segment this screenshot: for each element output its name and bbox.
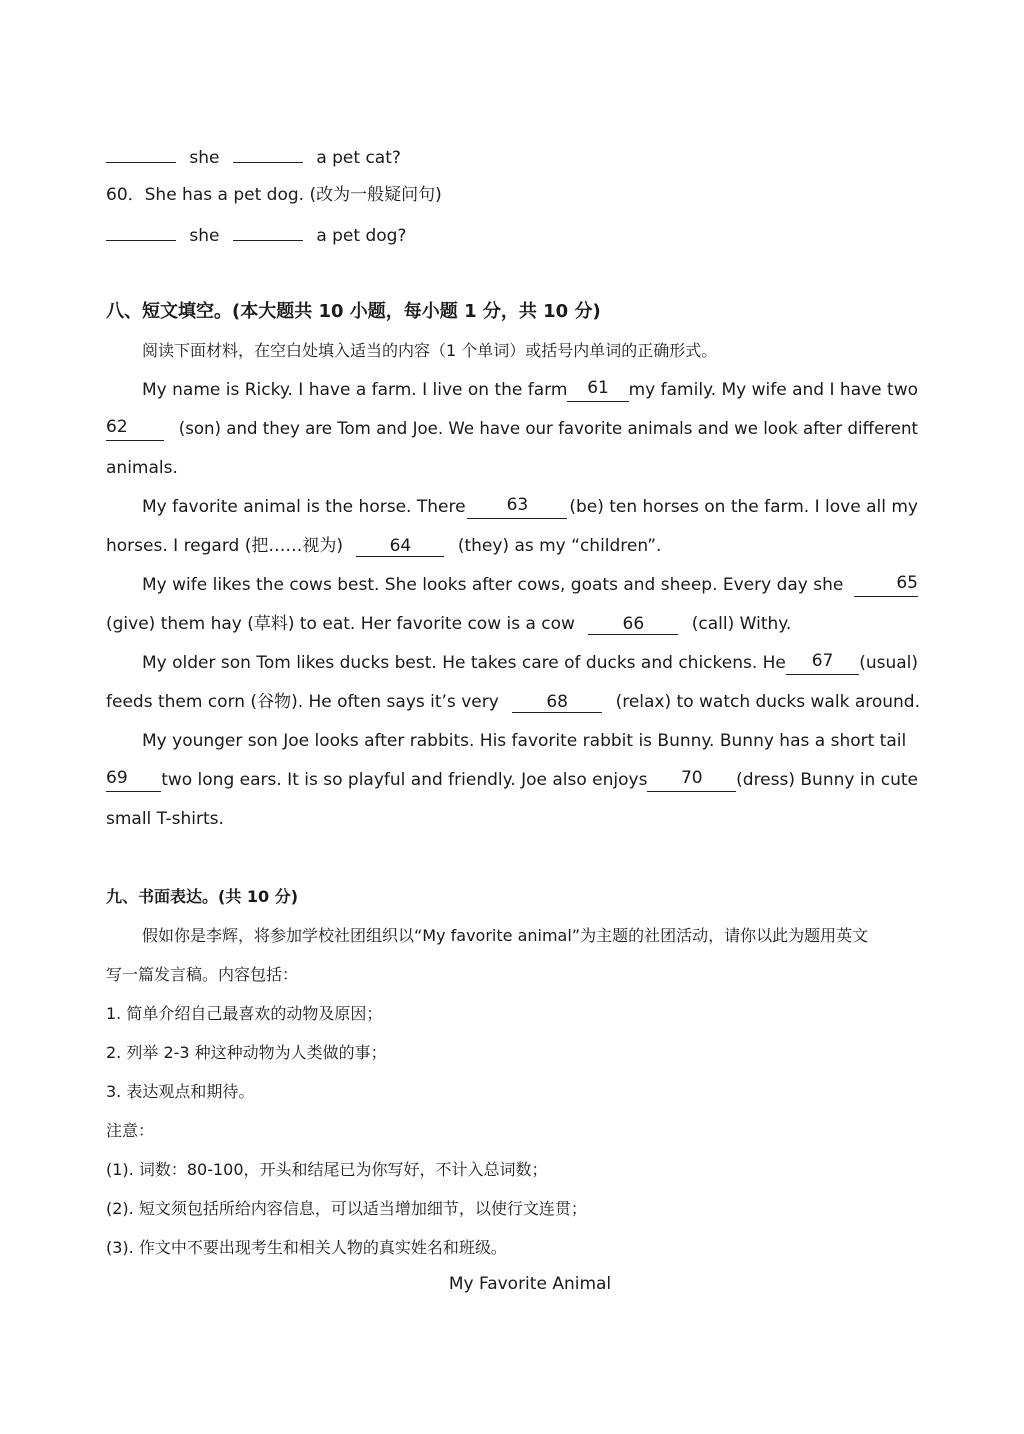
p1-line1 (142, 378, 918, 402)
p4-line2 (106, 690, 920, 714)
text: My name is Ricky. I have a farm. I live on the farm (142, 380, 568, 400)
p1-line3: animals. (106, 458, 178, 478)
note-label: 注意： (106, 1121, 155, 1140)
text: horses. I regard (把……视为) (106, 536, 343, 556)
blank-62[interactable]: 62 (106, 417, 164, 441)
blank[interactable] (106, 222, 176, 241)
blank-70[interactable]: 70 (647, 768, 736, 792)
p3-line1 (142, 573, 918, 597)
p5-line3: small T-shirts. (106, 809, 224, 829)
text: (usual) (859, 653, 918, 673)
text: (be) ten horses on the farm. I love all my (569, 497, 918, 517)
blank-65[interactable]: 65 (854, 573, 918, 597)
text: (they) as my “children”. (457, 536, 662, 556)
note-3: (3). 作文中不要出现考生和相关人物的真实姓名和班级。 (106, 1238, 507, 1257)
requirement-2: 2. 列举 2-3 种这种动物为人类做的事； (106, 1043, 387, 1062)
blank-69[interactable]: 69 (106, 768, 161, 792)
section9-intro2: 写一篇发言稿。内容包括： (106, 965, 299, 984)
text: feeds them corn (谷物). He often says it’s very (106, 692, 499, 712)
essay-title: My Favorite Animal (448, 1274, 612, 1294)
text: (give) them hay (草料) to eat. Her favorite cow is a cow (106, 614, 575, 634)
section8-heading: 八、短文填空。(本大题共 10 小题，每小题 1 分，共 10 分) (106, 301, 601, 322)
p5-line2 (106, 768, 918, 792)
section8-instruction: 阅读下面材料，在空白处填入适当的内容（1 个单词）或括号内单词的正确形式。 (142, 341, 718, 360)
text: My favorite animal is the horse. There (142, 497, 466, 517)
p3-line2 (106, 612, 791, 636)
text: (son) and they are Tom and Joe. We have our favorite animals and we look after different (178, 419, 918, 438)
requirement-1: 1. 简单介绍自己最喜欢的动物及原因； (106, 1004, 383, 1023)
section9-heading: 九、书面表达。(共 10 分) (106, 887, 299, 906)
note-2: (2). 短文须包括所给内容信息，可以适当增加细节，以使行文连贯； (106, 1199, 587, 1218)
blank[interactable] (106, 144, 176, 163)
p2-line1 (142, 495, 918, 519)
word: she (189, 148, 220, 168)
word: a pet dog? (316, 226, 407, 246)
text: (call) Withy. (691, 614, 792, 634)
section9-intro1: 假如你是李辉，将参加学校社团组织以“My favorite animal”为主题的社团活动，请你以此为题用英文 (142, 926, 869, 945)
blank-64[interactable]: 64 (356, 536, 444, 557)
text: My wife likes the cows best. She looks after cows, goats and sheep. Every day she (142, 575, 844, 595)
blank-61[interactable]: 61 (567, 378, 628, 402)
text: My older son Tom likes ducks best. He takes care of ducks and chickens. He (142, 653, 786, 673)
note-1: (1). 词数：80-100，开头和结尾已为你写好，不计入总词数； (106, 1160, 548, 1179)
blank-63[interactable]: 63 (467, 495, 567, 519)
blank[interactable] (233, 144, 303, 163)
p1-line2 (106, 417, 918, 441)
blank-68[interactable]: 68 (512, 692, 602, 713)
q60-answer-line (106, 222, 414, 248)
text: two long ears. It is so playful and friendly. Joe also enjoys (161, 770, 648, 790)
requirement-3: 3. 表达观点和期待。 (106, 1082, 255, 1101)
text: (dress) Bunny in cute (736, 770, 918, 790)
word: a pet cat? (316, 148, 401, 168)
blank[interactable] (233, 222, 303, 241)
blank-66[interactable]: 66 (588, 614, 678, 635)
p2-line2 (106, 534, 661, 558)
q60-prompt: 60．She has a pet dog. (改为一般疑问句) (106, 185, 442, 205)
text: my family. My wife and I have two (628, 380, 918, 400)
word: she (189, 226, 220, 246)
q59-answer-line (106, 144, 409, 170)
p5-line1: My younger son Joe looks after rabbits. His favorite rabbit is Bunny. Bunny has a short tail (142, 731, 907, 751)
blank-67[interactable]: 67 (786, 651, 859, 675)
p4-line1 (142, 651, 918, 675)
text: (relax) to watch ducks walk around. (615, 692, 920, 712)
